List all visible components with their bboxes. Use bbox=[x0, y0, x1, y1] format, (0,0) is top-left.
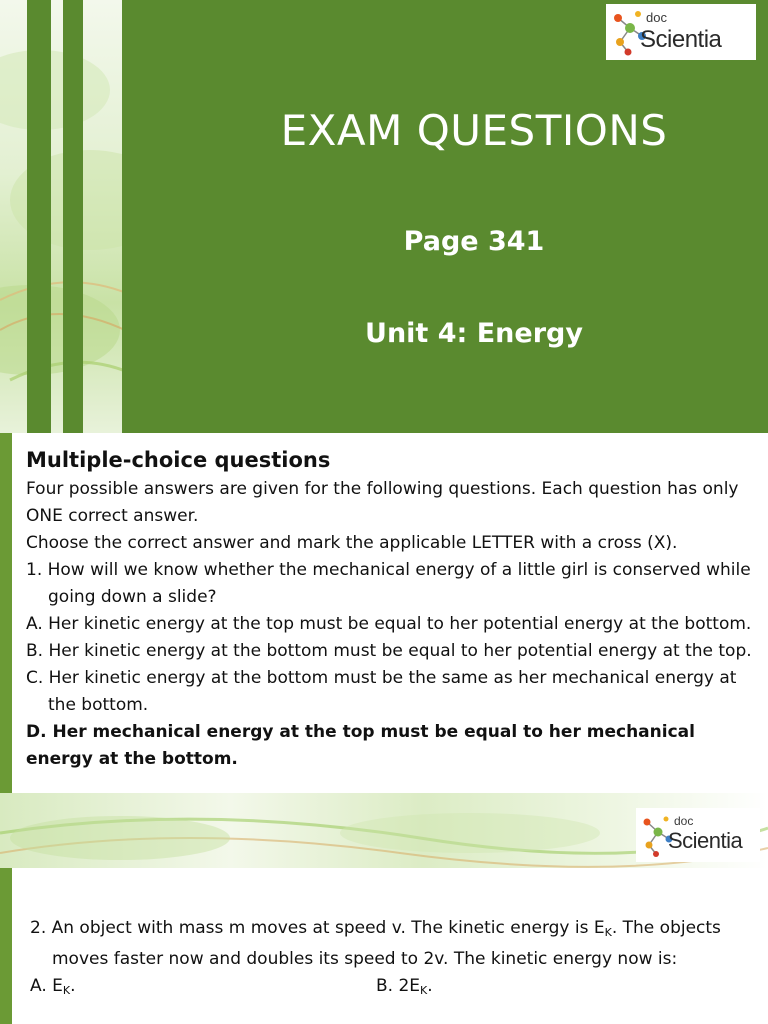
logo-doc-text: doc bbox=[646, 10, 667, 25]
green-stripe bbox=[27, 0, 51, 433]
option-a bbox=[30, 973, 76, 1004]
question-2-text bbox=[30, 915, 750, 973]
subscript-k: K bbox=[420, 984, 428, 997]
page-number: Page 341 bbox=[403, 226, 545, 257]
question-2-part: . The objects moves faster now and doubles its speed to 2v. The kinetic energy now is: bbox=[52, 918, 721, 969]
logo-scientia-text: Scientia bbox=[668, 828, 743, 853]
docscientia-logo bbox=[606, 4, 756, 60]
instructions-text: Choose the correct answer and mark the applicable LETTER with a cross (X). bbox=[26, 533, 678, 553]
green-stripe bbox=[122, 0, 160, 433]
option-b: B. Her kinetic energy at the bottom must be equal to her potential energy at the top. bbox=[26, 641, 752, 661]
option-b-label: B. 2E bbox=[376, 976, 421, 996]
green-side-bar bbox=[0, 868, 12, 1024]
unit-title: Unit 4: Energy bbox=[365, 318, 583, 349]
title-slide bbox=[0, 0, 768, 433]
option-c: C. Her kinetic energy at the bottom must be the same as her mechanical energy at the bottom. bbox=[26, 668, 737, 715]
question-slide-1 bbox=[0, 433, 768, 868]
logo-doc-text: doc bbox=[674, 814, 694, 828]
question-2-content bbox=[30, 915, 750, 1000]
subscript-k: K bbox=[62, 984, 71, 997]
option-d-correct: D. Her mechanical energy at the top must be equal to her mechanical energy at the bottom. bbox=[26, 722, 695, 769]
option-b bbox=[376, 973, 433, 1004]
logo-scientia-text: Scientia bbox=[640, 26, 722, 53]
question-2-options bbox=[30, 973, 750, 1000]
option-a-end: . bbox=[70, 976, 76, 996]
section-heading: Multiple-choice questions bbox=[26, 448, 331, 472]
option-b-end: . bbox=[427, 976, 433, 996]
question-1-text: 1. How will we know whether the mechanical energy of a little girl is conserved while going down a slide? bbox=[26, 560, 751, 607]
green-stripe bbox=[63, 0, 83, 433]
instructions-text: Four possible answers are given for the following questions. Each question has only ONE correct answer. bbox=[26, 479, 739, 526]
question-2-part: 2. An object with mass m moves at speed v. The kinetic energy is E bbox=[30, 918, 605, 938]
exam-questions-title: EXAM QUESTIONS bbox=[280, 106, 668, 155]
docscientia-logo bbox=[636, 808, 760, 862]
option-a-label: A. E bbox=[30, 976, 63, 996]
subscript-k: K bbox=[604, 926, 612, 939]
question-1-content bbox=[26, 445, 766, 773]
question-slide-2 bbox=[0, 868, 768, 1024]
option-a: A. Her kinetic energy at the top must be equal to her potential energy at the bottom. bbox=[26, 614, 752, 634]
decorative-leaf-panel bbox=[0, 0, 160, 433]
